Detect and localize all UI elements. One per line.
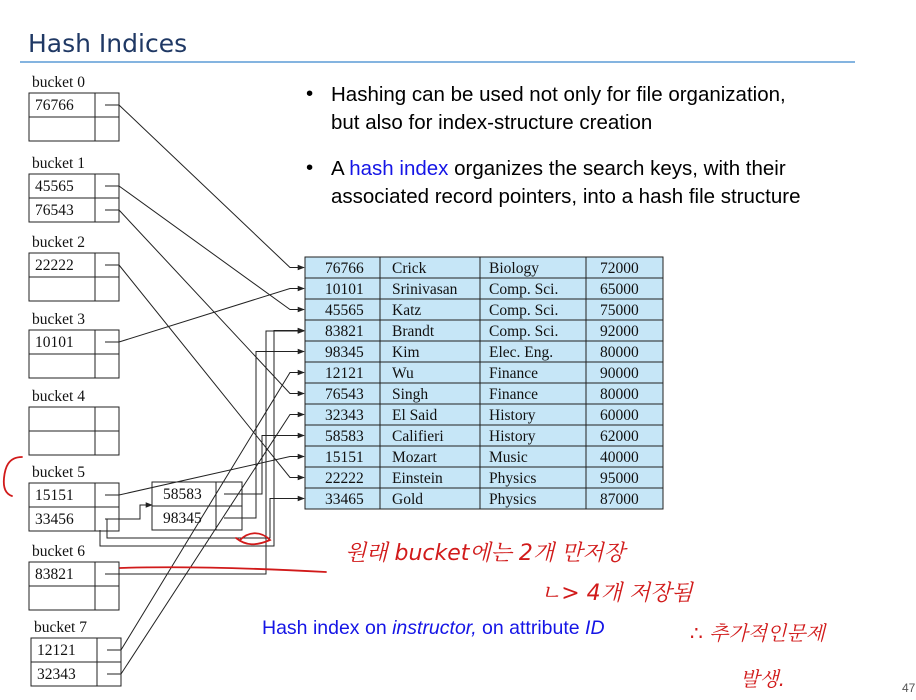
id-cell: 45565	[325, 302, 364, 319]
bucket-label: bucket 1	[32, 155, 85, 172]
bullet-1-marker: •	[306, 82, 314, 105]
bucket-label: bucket 3	[32, 311, 85, 328]
bullet-text-run: A	[331, 157, 350, 180]
bucket-label: bucket 5	[32, 464, 85, 481]
pointer-arrow	[119, 289, 304, 343]
caption-run: on attribute	[476, 617, 586, 639]
bucket-key: 33456	[35, 511, 74, 528]
id-cell: 22222	[325, 470, 364, 487]
dept-cell: Physics	[489, 491, 537, 508]
bullet-text-run: but also for index-structure creation	[331, 111, 653, 134]
bucket-label: bucket 4	[32, 388, 85, 405]
bullet-2-marker: •	[306, 156, 314, 179]
salary-cell: 95000	[600, 470, 639, 487]
name-cell: Einstein	[392, 470, 443, 487]
bucket-3	[29, 311, 119, 378]
name-cell: Srinivasan	[392, 281, 458, 298]
id-cell: 83821	[325, 323, 364, 340]
name-cell: Brandt	[392, 323, 435, 340]
salary-cell: 80000	[600, 344, 639, 361]
dept-cell: Finance	[489, 365, 539, 382]
salary-cell: 60000	[600, 407, 639, 424]
bullet-2-line-1	[331, 157, 786, 180]
id-cell: 15151	[325, 449, 364, 466]
page-number: 47	[902, 681, 916, 695]
dept-cell: Comp. Sci.	[489, 281, 559, 298]
dept-cell: History	[489, 407, 536, 424]
pointer-arrow	[238, 352, 304, 519]
bucket-key: 76543	[35, 202, 74, 219]
handwritten-note-3: ∴ 추가적인문제	[690, 621, 826, 645]
name-cell: Mozart	[392, 449, 437, 466]
id-cell: 98345	[325, 344, 364, 361]
salary-cell: 87000	[600, 491, 639, 508]
hash-buckets	[29, 74, 121, 686]
salary-cell: 90000	[600, 365, 639, 382]
caption-run: ID	[585, 617, 605, 639]
instructor-table	[305, 257, 663, 509]
dept-cell: Biology	[489, 260, 539, 277]
id-cell: 33465	[325, 491, 364, 508]
bucket-label: bucket 0	[32, 74, 85, 91]
bullet-1-line-1	[331, 83, 786, 106]
bullet-text-run: associated record pointers, into a hash file structure	[331, 185, 801, 208]
pointer-arrow	[119, 265, 304, 478]
bucket-label: bucket 2	[32, 234, 85, 251]
name-cell: Califieri	[392, 428, 444, 445]
bullet-2-line-2	[331, 185, 800, 208]
dept-cell: History	[489, 428, 536, 445]
pointer-arrows	[100, 105, 304, 674]
bullet-text-run: organizes the search keys, with their	[448, 157, 786, 180]
bucket-4	[29, 388, 119, 455]
pointer-arrow	[119, 210, 304, 394]
name-cell: Singh	[392, 386, 429, 403]
bucket-key: 12121	[37, 642, 76, 659]
id-cell: 12121	[325, 365, 364, 382]
slide-title: Hash Indices	[28, 29, 188, 58]
name-cell: El Said	[392, 407, 438, 424]
dept-cell: Comp. Sci.	[489, 323, 559, 340]
dept-cell: Comp. Sci.	[489, 302, 559, 319]
overflow-key: 98345	[163, 510, 202, 527]
overflow-chain-arrow	[119, 505, 152, 519]
bucket-0	[29, 74, 119, 141]
salary-cell: 92000	[600, 323, 639, 340]
salary-cell: 72000	[600, 260, 639, 277]
bucket-key: 22222	[35, 257, 74, 274]
id-cell: 32343	[325, 407, 364, 424]
bucket-6	[29, 543, 119, 610]
bullet-1-line-2	[331, 111, 652, 134]
dept-cell: Finance	[489, 386, 539, 403]
bucket-5	[29, 464, 119, 531]
overflow-key: 58583	[163, 486, 202, 503]
bucket-key: 76766	[35, 97, 74, 114]
caption-run: Hash index on	[262, 617, 393, 639]
pointer-arrow	[119, 105, 304, 268]
bucket-label: bucket 6	[32, 543, 85, 560]
name-cell: Katz	[392, 302, 422, 319]
salary-cell: 65000	[600, 281, 639, 298]
id-cell: 58583	[325, 428, 364, 445]
name-cell: Crick	[392, 260, 427, 277]
pointer-arrow	[119, 186, 304, 310]
figure-caption	[262, 617, 605, 639]
id-cell: 76543	[325, 386, 364, 403]
bucket-label: bucket 7	[34, 619, 87, 636]
ink-bracket-overflow	[236, 533, 270, 544]
handwritten-note-2: ㄴ> 4개 저장됨	[540, 581, 693, 606]
bucket-key: 15151	[35, 487, 74, 504]
bucket-key: 32343	[37, 666, 76, 683]
salary-cell: 62000	[600, 428, 639, 445]
name-cell: Wu	[392, 365, 414, 382]
handwritten-note-1: 원래 bucket에는 2개 만저장	[345, 541, 625, 566]
caption-run: instructor,	[392, 617, 477, 639]
bucket-2	[29, 234, 119, 301]
id-cell: 10101	[325, 281, 364, 298]
hash-index-term: hash index	[349, 157, 449, 180]
bucket-1	[29, 155, 119, 222]
dept-cell: Physics	[489, 470, 537, 487]
handwritten-note-4: 발생.	[740, 667, 785, 691]
bucket-key: 10101	[35, 334, 74, 351]
salary-cell: 40000	[600, 449, 639, 466]
dept-cell: Music	[489, 449, 528, 466]
dept-cell: Elec. Eng.	[489, 344, 554, 361]
ink-underline	[120, 567, 326, 572]
salary-cell: 75000	[600, 302, 639, 319]
name-cell: Kim	[392, 344, 420, 361]
bucket-key: 45565	[35, 178, 74, 195]
id-cell: 76766	[325, 260, 364, 277]
ink-bracket	[4, 457, 22, 496]
bucket-7	[31, 619, 121, 686]
bucket-key: 83821	[35, 566, 74, 583]
salary-cell: 80000	[600, 386, 639, 403]
name-cell: Gold	[392, 491, 423, 508]
bullet-text-run: Hashing can be used not only for file organization,	[331, 83, 786, 106]
overflow-bucket	[152, 482, 242, 530]
bullet-list	[306, 82, 800, 208]
